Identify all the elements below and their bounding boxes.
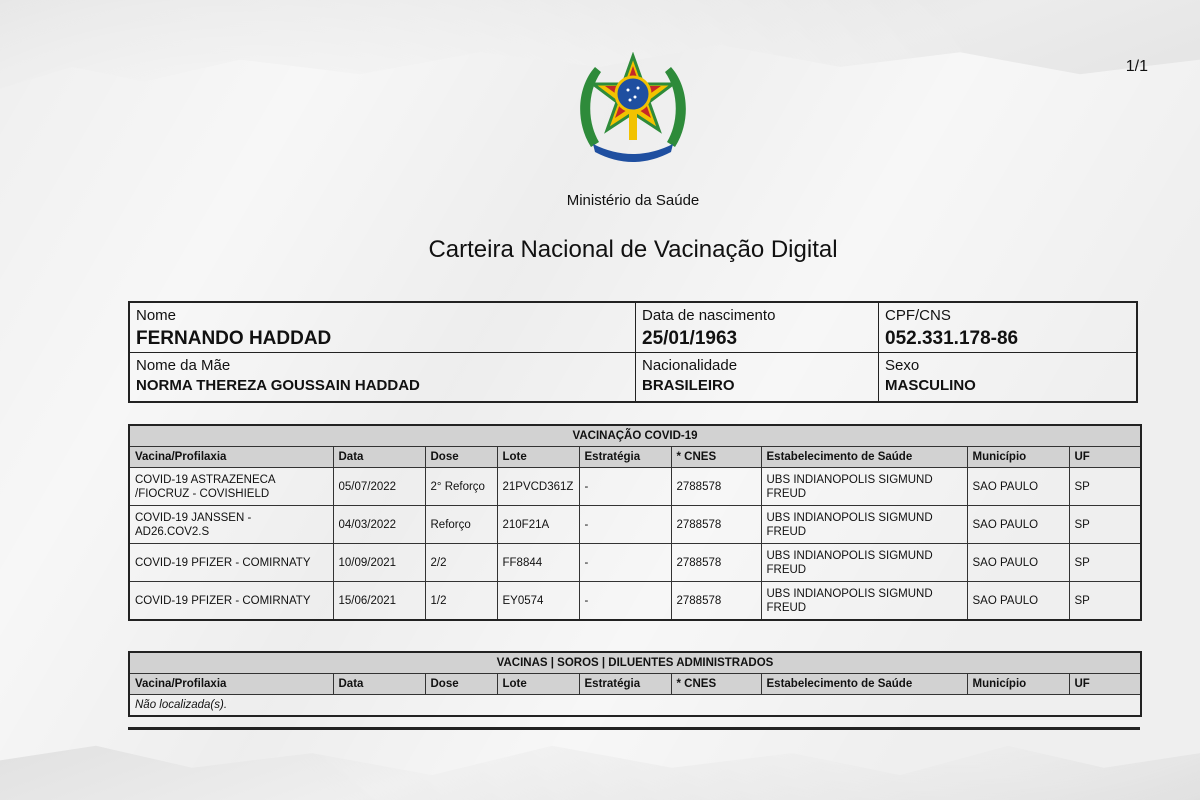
nationality-value: BRASILEIRO: [642, 377, 735, 394]
table-cell: UBS INDIANOPOLIS SIGMUND FREUD: [761, 582, 967, 621]
table-cell: SP: [1069, 544, 1141, 582]
birth-label: Data de nascimento: [642, 307, 776, 324]
column-header: * CNES: [671, 674, 761, 695]
column-header: Lote: [497, 674, 579, 695]
table-cell: SAO PAULO: [967, 468, 1069, 506]
other-table-title: VACINAS | SOROS | DILUENTES ADMINISTRADOS: [129, 652, 1141, 674]
column-header: * CNES: [671, 447, 761, 468]
page-number: 1/1: [1125, 58, 1148, 75]
column-header: Dose: [425, 674, 497, 695]
sex-cell: [879, 353, 1136, 403]
table-cell: 210F21A: [497, 506, 579, 544]
table-cell: -: [579, 582, 671, 621]
mother-label: Nome da Mãe: [136, 357, 231, 374]
table-cell: COVID-19 PFIZER - COMIRNATY: [129, 582, 333, 621]
table-cell: SAO PAULO: [967, 506, 1069, 544]
column-header: Município: [967, 447, 1069, 468]
name-label: Nome: [136, 307, 177, 324]
table-row: [129, 544, 1141, 582]
table-cell: 1/2: [425, 582, 497, 621]
table-row: [129, 506, 1141, 544]
table-cell: Reforço: [425, 506, 497, 544]
table-cell: 05/07/2022: [333, 468, 425, 506]
document-title: Carteira Nacional de Vacinação Digital: [428, 236, 838, 263]
column-header: Dose: [425, 447, 497, 468]
table-row: [129, 468, 1141, 506]
table-cell: 2788578: [671, 582, 761, 621]
table-cell: COVID-19 PFIZER - COMIRNATY: [129, 544, 333, 582]
birth-value: 25/01/1963: [642, 328, 738, 349]
brazil-coat-of-arms-icon: [573, 52, 693, 164]
sex-value: MASCULINO: [885, 377, 976, 394]
covid-vaccination-table: [128, 424, 1142, 621]
column-header: Estratégia: [579, 674, 671, 695]
table-cell: COVID-19 ASTRAZENECA /FIOCRUZ - COVISHIELD: [129, 468, 333, 506]
table-cell: 2788578: [671, 468, 761, 506]
column-header: UF: [1069, 674, 1141, 695]
other-vaccines-table: [128, 651, 1142, 717]
table-row: [129, 582, 1141, 621]
cpf-value: 052.331.178-86: [885, 328, 1019, 349]
column-header: Data: [333, 447, 425, 468]
table-cell: SP: [1069, 468, 1141, 506]
table-cell: -: [579, 506, 671, 544]
column-header: Lote: [497, 447, 579, 468]
nationality-cell: [636, 353, 879, 403]
bottom-divider: [128, 727, 1140, 730]
table-cell: -: [579, 468, 671, 506]
table-cell: SAO PAULO: [967, 582, 1069, 621]
table-cell: COVID-19 JANSSEN - AD26.COV2.S: [129, 506, 333, 544]
covid-table-title: VACINAÇÃO COVID-19: [129, 425, 1141, 447]
table-row: [129, 695, 1141, 717]
name-cell: [130, 303, 636, 353]
other-column-headers: [129, 674, 1141, 695]
table-cell: 21PVCD361Z: [497, 468, 579, 506]
column-header: Vacina/Profilaxia: [129, 674, 333, 695]
column-header: Estabelecimento de Saúde: [761, 674, 967, 695]
table-cell: SAO PAULO: [967, 544, 1069, 582]
column-header: Vacina/Profilaxia: [129, 447, 333, 468]
table-cell: SP: [1069, 582, 1141, 621]
table-cell: SP: [1069, 506, 1141, 544]
table-cell: 2/2: [425, 544, 497, 582]
empty-message: Não localizada(s).: [129, 695, 1141, 717]
cpf-cell: [879, 303, 1136, 353]
nationality-label: Nacionalidade: [642, 357, 738, 374]
covid-column-headers: [129, 447, 1141, 468]
ministry-name: Ministério da Saúde: [566, 192, 700, 209]
table-cell: 2° Reforço: [425, 468, 497, 506]
column-header: Município: [967, 674, 1069, 695]
table-cell: -: [579, 544, 671, 582]
column-header: Data: [333, 674, 425, 695]
table-cell: FF8844: [497, 544, 579, 582]
table-cell: 15/06/2021: [333, 582, 425, 621]
personal-info-panel: [128, 301, 1138, 403]
table-cell: 2788578: [671, 544, 761, 582]
table-cell: EY0574: [497, 582, 579, 621]
covid-table-body: [129, 468, 1141, 621]
birth-cell: [636, 303, 879, 353]
table-cell: 10/09/2021: [333, 544, 425, 582]
sex-label: Sexo: [885, 357, 920, 374]
column-header: Estratégia: [579, 447, 671, 468]
table-cell: UBS INDIANOPOLIS SIGMUND FREUD: [761, 506, 967, 544]
column-header: Estabelecimento de Saúde: [761, 447, 967, 468]
table-cell: 04/03/2022: [333, 506, 425, 544]
name-value: FERNANDO HADDAD: [136, 328, 332, 349]
table-cell: 2788578: [671, 506, 761, 544]
column-header: UF: [1069, 447, 1141, 468]
mother-cell: [130, 353, 636, 403]
table-cell: UBS INDIANOPOLIS SIGMUND FREUD: [761, 468, 967, 506]
mother-value: NORMA THEREZA GOUSSAIN HADDAD: [136, 377, 420, 394]
table-cell: UBS INDIANOPOLIS SIGMUND FREUD: [761, 544, 967, 582]
cpf-label: CPF/CNS: [885, 307, 951, 324]
